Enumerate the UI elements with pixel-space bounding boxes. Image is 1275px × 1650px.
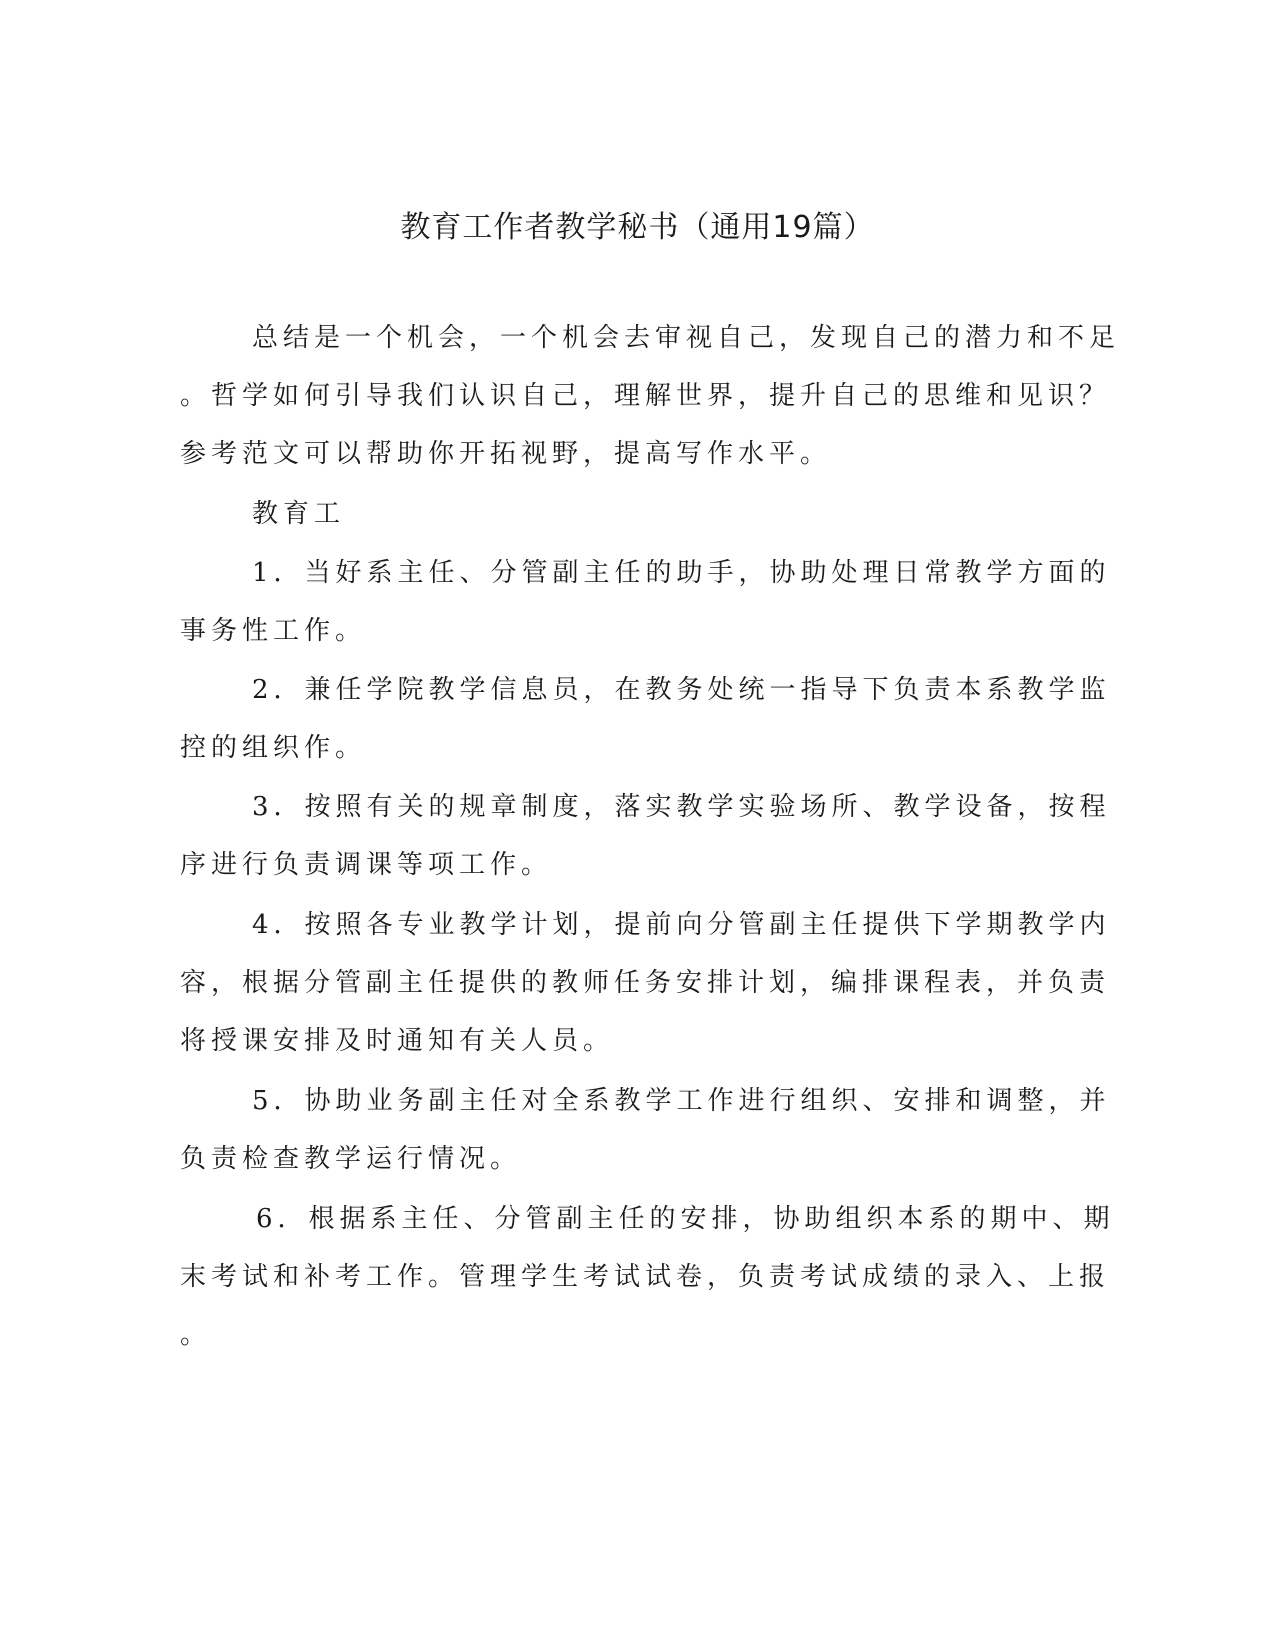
item-4-line-3: 将授课安排及时通知有关人员。 — [180, 1026, 615, 1056]
item-5-line-1: 5．协助业务副主任对全系教学工作进行组织、安排和调整，并 — [252, 1086, 1111, 1116]
intro-line-1: 总结是一个机会，一个机会去审视自己，发现自己的潜力和不足 — [252, 323, 1121, 353]
item-2-line-1: 2．兼任学院教学信息员，在教务处统一指导下负责本系教学监 — [252, 675, 1111, 705]
item-3-line-1: 3．按照有关的规章制度，落实教学实验场所、教学设备，按程 — [252, 792, 1111, 822]
item-3-line-2: 序进行负责调课等项工作。 — [180, 850, 553, 880]
item-4-line-1: 4．按照各专业教学计划，提前向分管副主任提供下学期教学内 — [252, 910, 1111, 940]
item-5-line-2: 负责检查教学运行情况。 — [180, 1144, 522, 1174]
item-1-line-1: 1．当好系主任、分管副主任的助手，协助处理日常教学方面的 — [252, 558, 1111, 588]
item-1-line-2: 事务性工作。 — [180, 616, 367, 646]
document-title: 教育工作者教学秘书（通用19篇） — [400, 210, 875, 245]
intro-line-3: 参考范文可以帮助你开拓视野，提高写作水平。 — [180, 439, 832, 469]
item-6-line-2: 末考试和补考工作。管理学生考试试卷，负责考试成绩的录入、上报 — [180, 1262, 1111, 1292]
item-2-line-2: 控的组织作。 — [180, 733, 367, 763]
intro-line-2: 。哲学如何引导我们认识自己，理解世界，提升自己的思维和见识？ — [180, 381, 1111, 411]
section-heading: 教育工 — [252, 499, 346, 529]
item-4-line-2: 容，根据分管副主任提供的教师任务安排计划，编排课程表，并负责 — [180, 968, 1111, 998]
item-6-line-1: 6．根据系主任、分管副主任的安排，协助组织本系的期中、期 — [256, 1204, 1115, 1234]
item-6-line-3: 。 — [180, 1320, 212, 1350]
